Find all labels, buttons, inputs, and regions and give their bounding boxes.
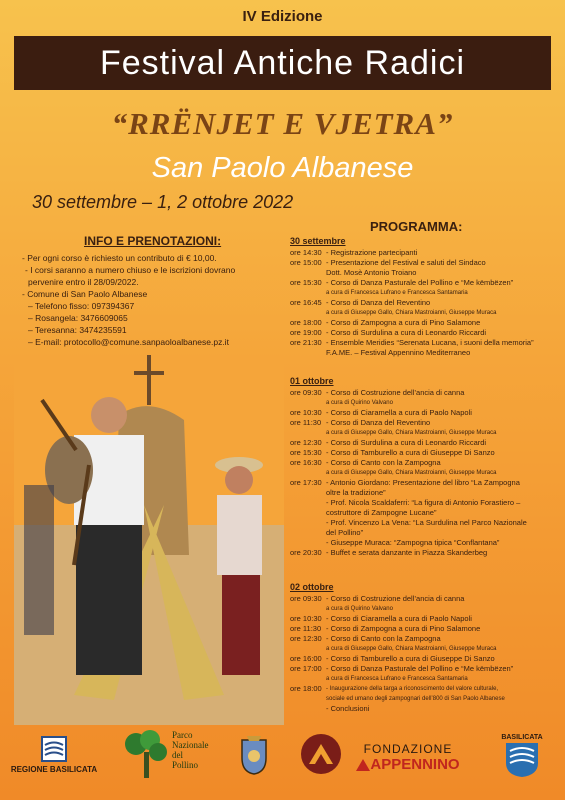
- programma-event: [290, 478, 558, 488]
- programma-heading: PROGRAMMA:: [370, 219, 463, 234]
- programma-event: [290, 318, 558, 328]
- event-description: - Corso di Zampogna a cura di Pino Salamone: [326, 318, 481, 327]
- event-description: - Corso di Danza Pasturale del Pollino e “Me këmbëzen”: [326, 278, 514, 287]
- event-time: [290, 268, 326, 278]
- parco-label-2: Nazionale: [172, 740, 209, 750]
- programma-event: [290, 488, 558, 498]
- event-time: ore 15:30: [290, 448, 322, 457]
- event-description: a cura di Francesca Lufrano e Francesca Santamaria: [326, 676, 468, 682]
- event-time: ore 10:30: [290, 408, 322, 417]
- info-line: - Per ogni corso è richiesto un contributo di € 10,00.: [22, 253, 217, 263]
- event-time: [290, 488, 326, 498]
- event-time: [290, 398, 326, 408]
- event-time: ore 14:30: [290, 248, 322, 257]
- event-description: F.A.ME. – Festival Appennino Mediterraneo: [326, 348, 471, 357]
- programma-event: [290, 528, 558, 538]
- event-time: [290, 348, 326, 358]
- programma-event: [290, 438, 558, 448]
- parco-label-3: del: [172, 750, 183, 760]
- parco-pollino-logo: [122, 730, 218, 780]
- event-time: ore 10:30: [290, 614, 322, 623]
- event-time: ore 17:30: [290, 478, 322, 487]
- event-time: [290, 694, 326, 704]
- event-time: [290, 518, 326, 528]
- basilicata-logo: [496, 734, 548, 779]
- programma-day-label: 30 settembre: [290, 236, 346, 246]
- programma-event: [290, 338, 558, 348]
- programma-day: [290, 582, 558, 714]
- programma-event: [290, 348, 558, 358]
- edition-label: IV Edizione: [242, 8, 323, 25]
- museo-logo: [296, 732, 346, 776]
- event-description: a cura di Quirino Valvano: [326, 400, 393, 406]
- title-banner: [14, 36, 551, 90]
- programma-event: [290, 684, 558, 694]
- event-time: ore 11:30: [290, 418, 322, 427]
- basilicata-shield-icon: [502, 741, 542, 779]
- programma-event: [290, 614, 558, 624]
- programma-event: [290, 704, 558, 714]
- event-description: a cura di Francesca Lufrano e Francesca Santamaria: [326, 290, 468, 296]
- programma-event: [290, 388, 558, 398]
- event-time: [290, 644, 326, 654]
- regione-basilicata-logo: [10, 736, 98, 774]
- town-name: San Paolo Albanese: [151, 152, 414, 184]
- parco-label-1: Parco: [172, 730, 193, 740]
- event-time: ore 09:30: [290, 594, 322, 603]
- programma-day-label: 01 ottobre: [290, 376, 334, 386]
- albanian-subtitle: “RRËNJET E VJETRA”: [111, 106, 454, 141]
- comune-crest-icon: [239, 734, 269, 776]
- festival-dates: 30 settembre – 1, 2 ottobre 2022: [32, 192, 294, 212]
- parco-label-4: Pollino: [172, 760, 199, 770]
- programma-event: [290, 248, 558, 258]
- event-time: ore 19:00: [290, 328, 322, 337]
- event-time: [290, 704, 326, 714]
- event-description: a cura di Giuseppe Gallo, Chiara Mastroianni, Giuseppe Muraca: [326, 310, 497, 316]
- event-description: - Corso di Surdulina a cura di Leonardo Riccardi: [326, 328, 487, 337]
- event-description: - Corso di Tamburello a cura di Giuseppe Di Sanzo: [326, 654, 495, 663]
- programma-event: [290, 298, 558, 308]
- event-time: [290, 308, 326, 318]
- programma-event: [290, 548, 558, 558]
- event-description: - Corso di Canto con la Zampogna: [326, 458, 441, 467]
- event-description: - Prof. Vincenzo La Vena: “La Surdulina nel Parco Nazionale: [326, 518, 527, 527]
- programma-event: [290, 428, 558, 438]
- event-time: ore 12:30: [290, 634, 322, 643]
- info-line: - I corsi saranno a numero chiuso e le iscrizioni dovrano: [25, 265, 236, 275]
- event-description: - Corso di Costruzione dell’ancia di canna: [326, 594, 465, 603]
- programma-day-label: 02 ottobre: [290, 582, 334, 592]
- basilicata-label: BASILICATA: [501, 734, 543, 741]
- info-line: – Rosangela: 3476609065: [28, 313, 128, 323]
- event-description: a cura di Giuseppe Gallo, Chiara Mastroianni, Giuseppe Muraca: [326, 430, 497, 436]
- event-time: [290, 604, 326, 614]
- event-description: a cura di Quirino Valvano: [326, 606, 393, 612]
- event-time: [290, 538, 326, 548]
- event-time: [290, 288, 326, 298]
- programma-event: [290, 408, 558, 418]
- event-description: del Pollino”: [326, 528, 364, 537]
- programma-event: [290, 448, 558, 458]
- event-time: ore 16:45: [290, 298, 322, 307]
- programma-event: [290, 258, 558, 268]
- event-description: - Buffet e serata danzante in Piazza Skanderbeg: [326, 548, 488, 557]
- appennino-label: APPENNINO: [370, 756, 460, 773]
- event-description: - Presentazione del Festival e saluti del Sindaco: [326, 258, 486, 267]
- info-line: – Telefono fisso: 097394367: [28, 301, 135, 311]
- programma-event: [290, 594, 558, 604]
- programma-event: [290, 694, 558, 704]
- event-description: - Registrazione partecipanti: [326, 248, 418, 257]
- event-time: ore 09:30: [290, 388, 322, 397]
- event-description: - Conclusioni: [326, 704, 370, 713]
- event-description: - Corso di Surdulina a cura di Leonardo Riccardi: [326, 438, 487, 447]
- event-time: [290, 508, 326, 518]
- programma-event: [290, 538, 558, 548]
- festival-title: Festival Antiche Radici: [99, 43, 466, 82]
- regione-label: REGIONE BASILICATA: [10, 765, 98, 774]
- programma-event: [290, 508, 558, 518]
- event-description: - Prof. Nicola Scaldaferri: “La figura di Antonio Forastiero –: [326, 498, 521, 507]
- programma-event: [290, 328, 558, 338]
- programma-event: [290, 398, 558, 408]
- event-description: - Inaugurazione della targa a riconoscimento del valore culturale,: [326, 686, 499, 692]
- programma-event: [290, 654, 558, 664]
- event-time: [290, 498, 326, 508]
- event-description: a cura di Giuseppe Gallo, Chiara Mastroianni, Giuseppe Muraca: [326, 470, 497, 476]
- event-description: - Corso di Ciaramella a cura di Paolo Napoli: [326, 408, 472, 417]
- programma-event: [290, 268, 558, 278]
- comune-crest-logo: [234, 734, 274, 776]
- event-description: - Corso di Zampogna a cura di Pino Salamone: [326, 624, 481, 633]
- event-description: - Corso di Costruzione dell’ancia di canna: [326, 388, 465, 397]
- event-time: [290, 528, 326, 538]
- event-time: ore 15:00: [290, 258, 322, 267]
- event-description: sociale ed umano degli zampognari dell’800 di San Paolo Albanese: [326, 696, 505, 702]
- programma-event: [290, 644, 558, 654]
- programma-event: [290, 674, 558, 684]
- programma-event: [290, 634, 558, 644]
- event-time: ore 16:00: [290, 654, 322, 663]
- info-list: [22, 252, 282, 348]
- info-line: - Comune di San Paolo Albanese: [22, 289, 148, 299]
- event-time: ore 21:30: [290, 338, 322, 347]
- event-description: - Corso di Canto con la Zampogna: [326, 634, 441, 643]
- event-time: ore 16:30: [290, 458, 322, 467]
- sponsor-logos: [0, 728, 565, 800]
- programma-event: [290, 288, 558, 298]
- zampognari-photo: [14, 355, 284, 725]
- event-description: - Ensemble Meridies “Serenata Lucana, i suoni della memoria”: [326, 338, 534, 347]
- event-time: [290, 674, 326, 684]
- programma-day: [290, 376, 558, 558]
- event-time: ore 17:00: [290, 664, 322, 673]
- info-email[interactable]: – E-mail: protocollo@comune.sanpaoloalbanese.pz.it: [28, 337, 229, 347]
- event-description: costruttore di Zampogne Lucane”: [326, 508, 437, 517]
- programma-event: [290, 278, 558, 288]
- programma-event: [290, 624, 558, 634]
- event-time: [290, 428, 326, 438]
- event-description: oltre la tradizione”: [326, 488, 386, 497]
- event-description: - Antonio Giordano: Presentazione del libro “La Zampogna: [326, 478, 520, 487]
- info-line: – Teresanna: 3474235591: [28, 325, 127, 335]
- mountain-icon: [356, 759, 370, 771]
- regione-crest-icon: [41, 736, 67, 762]
- fondazione-appennino-logo: [362, 742, 460, 773]
- event-description: - Corso di Danza del Reventino: [326, 418, 431, 427]
- programma-day: [290, 236, 558, 358]
- event-time: ore 11:30: [290, 624, 322, 633]
- programma-event: [290, 458, 558, 468]
- event-description: - Corso di Danza Pasturale del Pollino e “Me këmbëzen”: [326, 664, 514, 673]
- programma-event: [290, 468, 558, 478]
- programma-event: [290, 418, 558, 428]
- event-description: Dott. Mosè Antonio Troiano: [326, 268, 417, 277]
- event-time: ore 18:00: [290, 318, 322, 327]
- event-time: ore 18:00: [290, 684, 322, 693]
- event-description: - Corso di Tamburello a cura di Giuseppe Di Sanzo: [326, 448, 495, 457]
- event-time: ore 20:30: [290, 548, 322, 557]
- programma-event: [290, 604, 558, 614]
- programma-event: [290, 664, 558, 674]
- event-time: [290, 468, 326, 478]
- info-line: pervenire entro il 28/09/2022.: [28, 277, 139, 287]
- programma-event: [290, 308, 558, 318]
- event-time: ore 12:30: [290, 438, 322, 447]
- tree-icon: [122, 730, 170, 780]
- event-description: a cura di Giuseppe Gallo, Chiara Mastroianni, Giuseppe Muraca: [326, 646, 497, 652]
- event-description: - Corso di Danza del Reventino: [326, 298, 431, 307]
- event-description: - Corso di Ciaramella a cura di Paolo Napoli: [326, 614, 472, 623]
- info-heading: INFO E PRENOTAZIONI:: [84, 234, 222, 248]
- museo-emblem-icon: [299, 732, 343, 776]
- fondazione-label: FONDAZIONE: [363, 742, 453, 756]
- event-time: ore 15:30: [290, 278, 322, 287]
- event-description: - Giuseppe Muraca: “Zampogna tipica “Conflantana”: [326, 538, 500, 547]
- programma-event: [290, 498, 558, 508]
- programma-event: [290, 518, 558, 528]
